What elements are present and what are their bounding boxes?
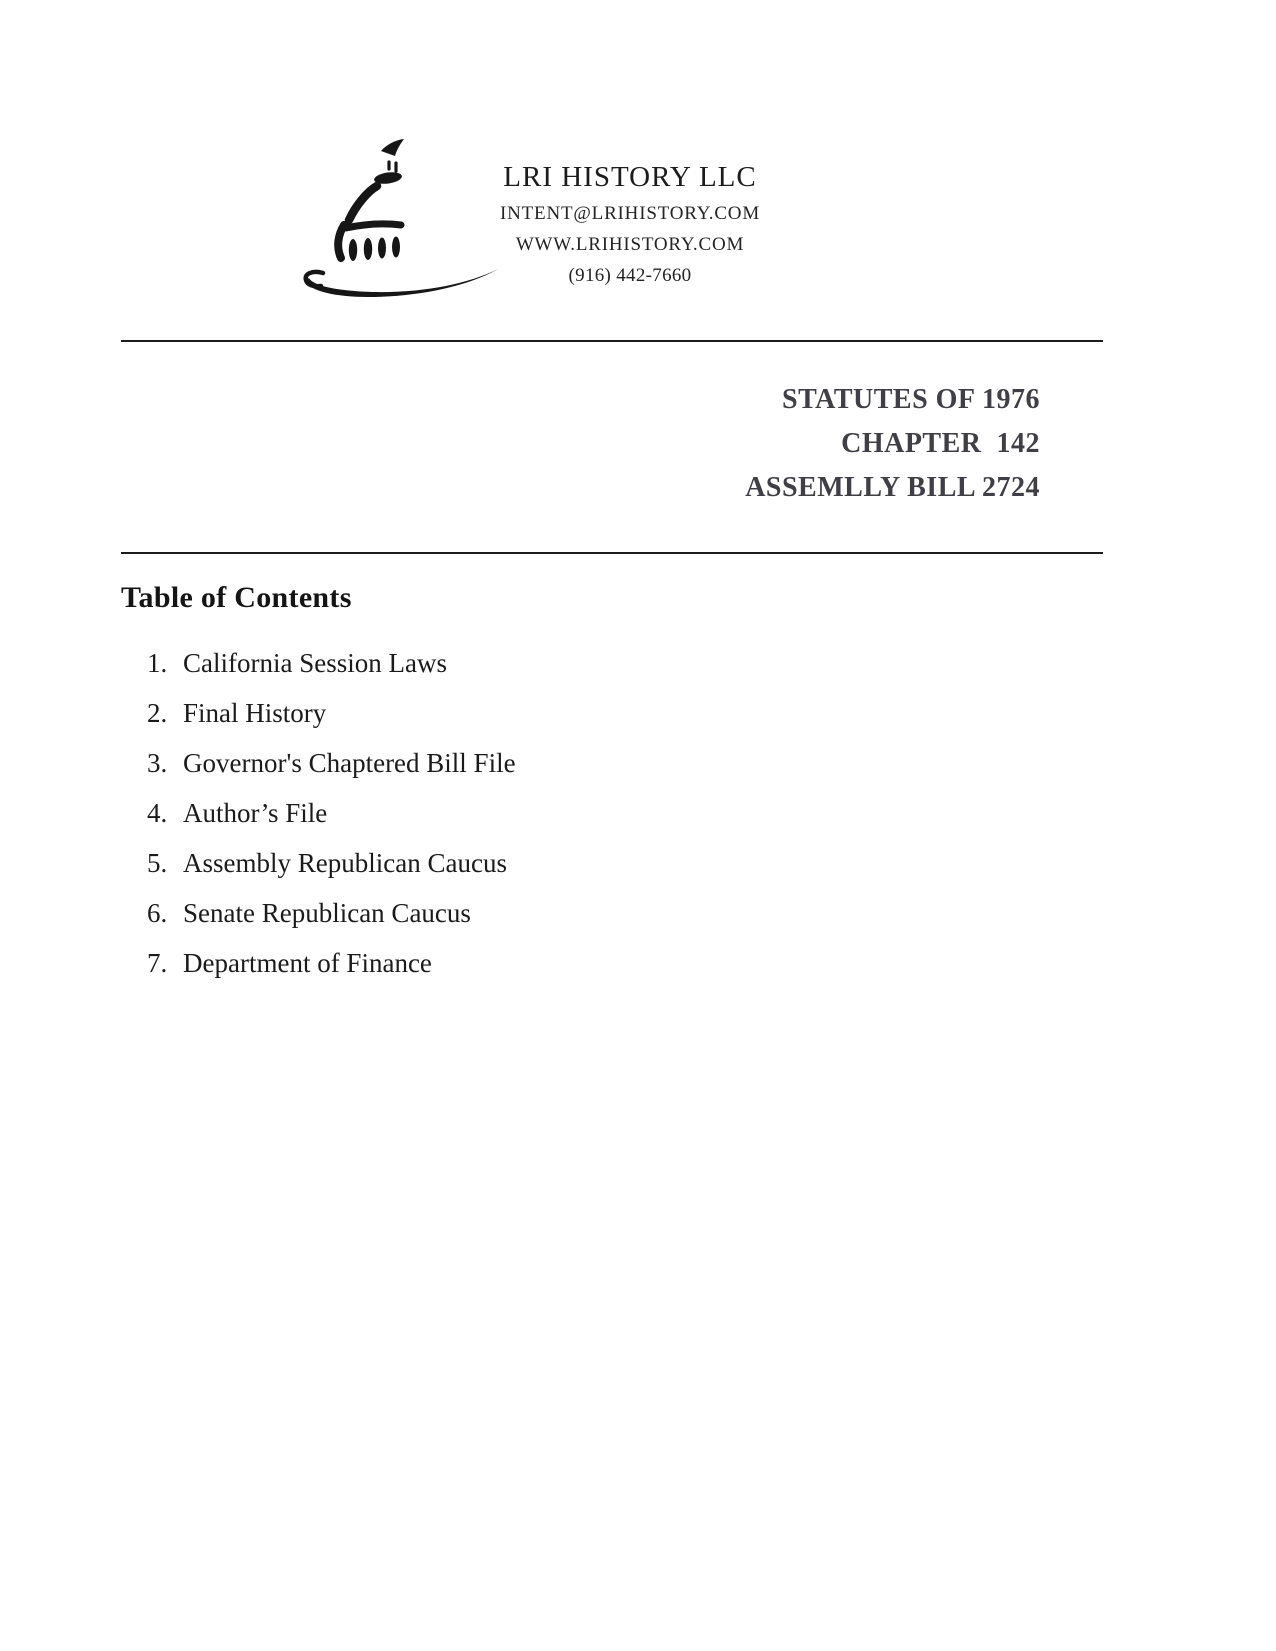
toc-item-number: 2.: [147, 698, 168, 728]
toc-title: Table of Contents: [121, 581, 352, 614]
company-name: LRI HISTORY LLC: [503, 161, 757, 193]
horizontal-rule-top: [121, 340, 1103, 342]
toc-item-number: 6.: [147, 898, 168, 928]
company-phone: (916) 442-7660: [568, 265, 692, 286]
company-email: INTENT@LRIHISTORY.COM: [499, 203, 761, 224]
toc-item-label: Author’s File: [183, 798, 328, 828]
toc-item-department-of-finance: [0, 938, 1276, 988]
toc-item-number: 7.: [147, 948, 168, 978]
toc-item-label: Assembly Republican Caucus: [183, 848, 507, 878]
statutes-year-line: STATUTES OF 1976: [782, 384, 1040, 415]
toc-item-number: 4.: [147, 798, 168, 828]
toc-item-governors-chaptered-bill-file: [0, 738, 1276, 788]
toc-item-label: Department of Finance: [183, 948, 432, 978]
toc-item-label: Governor's Chaptered Bill File: [183, 748, 516, 778]
assembly-bill-line: ASSEMLLY BILL 2724: [745, 472, 1040, 503]
statutes-block: [745, 378, 1040, 510]
toc-item-final-history: [0, 688, 1276, 738]
toc-item-number: 5.: [147, 848, 168, 878]
toc-item-label: Final History: [183, 698, 327, 728]
chapter-line: CHAPTER 142: [841, 428, 1040, 459]
toc-item-california-session-laws: [0, 638, 1276, 688]
toc-item-number: 3.: [147, 748, 168, 778]
toc-item-authors-file: [0, 788, 1276, 838]
toc-item-senate-republican-caucus: [0, 888, 1276, 938]
toc-item-label: California Session Laws: [183, 648, 447, 678]
horizontal-rule-bottom: [121, 552, 1103, 554]
toc-item-assembly-republican-caucus: [0, 838, 1276, 888]
letterhead: [440, 156, 820, 291]
toc-item-number: 1.: [147, 648, 168, 678]
toc-list: [0, 638, 1276, 988]
toc-item-label: Senate Republican Caucus: [183, 898, 471, 928]
company-website: WWW.LRIHISTORY.COM: [515, 234, 745, 255]
